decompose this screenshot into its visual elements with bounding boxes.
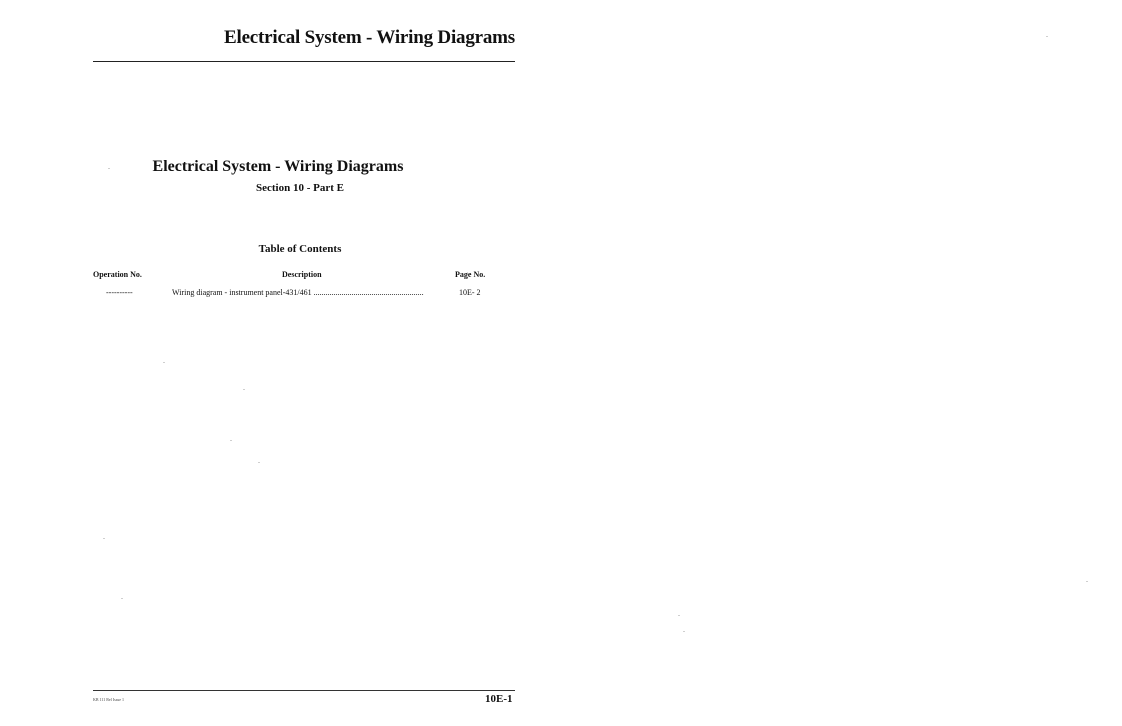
toc-row-operation: ---------- [106, 288, 133, 297]
toc-row-page[interactable]: 10E- 2 [459, 288, 481, 297]
toc-column-operation: Operation No. [93, 270, 142, 279]
section-subtitle: Section 10 - Part E [256, 182, 344, 194]
scan-speck [108, 168, 110, 169]
toc-column-description: Description [282, 270, 322, 279]
scan-speck [103, 538, 105, 539]
scan-speck [1046, 36, 1048, 37]
toc-column-page: Page No. [455, 270, 486, 279]
toc-row-description[interactable]: Wiring diagram - instrument panel-431/461 ....................................................... [172, 288, 424, 297]
header-rule [93, 61, 515, 62]
toc-title: Table of Contents [258, 243, 342, 255]
section-title: Electrical System - Wiring Diagrams [152, 158, 404, 175]
scan-speck [1086, 581, 1088, 582]
scan-speck [163, 362, 165, 363]
footer-page-number: 10E-1 [485, 693, 513, 705]
footer-issue-text: KB 111 Rel Issue 1 [93, 697, 125, 702]
scan-speck [230, 440, 232, 441]
scan-speck [243, 389, 245, 390]
scan-speck [121, 598, 123, 599]
scan-speck [683, 631, 685, 632]
scan-speck [678, 615, 680, 616]
scan-speck [258, 462, 260, 463]
footer-rule [93, 690, 515, 691]
page-header-title: Electrical System - Wiring Diagrams [224, 27, 515, 48]
